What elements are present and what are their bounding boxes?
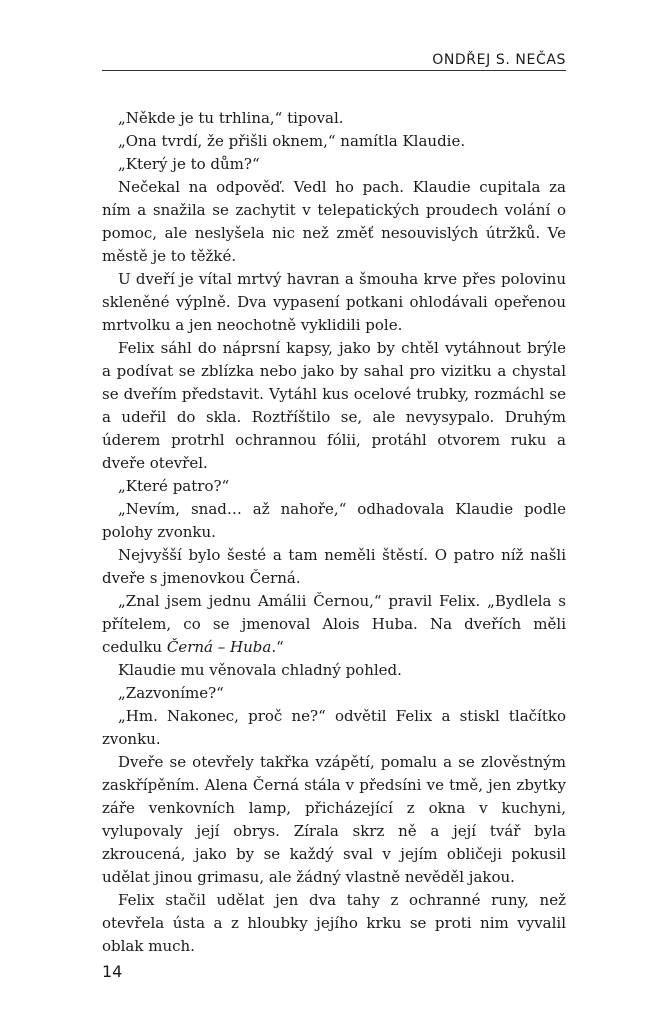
header-rule — [102, 70, 566, 71]
body-text — [102, 107, 566, 958]
paragraph: „Zazvoníme?“ — [118, 684, 224, 702]
paragraph: „Který je to dům?“ — [118, 155, 260, 173]
page-number: 14 — [102, 962, 123, 981]
paragraph: Felix sáhl do náprsní kapsy, jako by chtěl vytáhnout brýle a podívat se zblízka nebo jako by sahal pro vizitku a chystal se dveřím představit. Vytáhl kus ocelové trubky, rozmáchl se a udeřil do skla. Roztříštilo se, ale nevysypalo. Druhým úderem protrhl ochrannou fólii, protáhl otvorem ruku a dveře otevřel. — [102, 339, 566, 472]
paragraph: Dveře se otevřely takřka vzápětí, pomalu a se zlověstným zaskřípěním. Alena Černá stála v předsíni ve tmě, jen zbytky záře venkovních lamp, přicházející z okna v kuchyni, vylupovaly její obrys. Zírala skrz ně a její tvář byla zkroucená, jako by se každý sval v jejím obličeji pokusil udělat jinou grimasu, ale žádný vlastně nevěděl jakou. — [102, 753, 566, 886]
paragraph: „Nevím, snad… až nahoře,“ odhadovala Klaudie podle polohy zvonku. — [102, 500, 566, 541]
paragraph-amalie — [102, 590, 566, 659]
paragraph: „Hm. Nakonec, proč ne?“ odvětil Felix a stiskl tlačítko zvonku. — [102, 707, 566, 748]
paragraph: „Ona tvrdí, že přišli oknem,“ namítla Klaudie. — [118, 132, 466, 150]
paragraph: Nejvyšší bylo šesté a tam neměli štěstí. O patro níž našli dveře s jmenovkou Černá. — [102, 546, 566, 587]
paragraph: Klaudie mu věnovala chladný pohled. — [118, 661, 402, 679]
paragraph-italic-text: Černá – Huba — [166, 638, 272, 656]
paragraph: „Které patro?“ — [118, 477, 230, 495]
paragraph: Felix stačil udělat jen dva tahy z ochranné runy, než otevřela ústa a z hloubky jejího krku se proti nim vyvalil oblak much. — [102, 891, 566, 955]
paragraph: „Někde je tu trhlina,“ tipoval. — [118, 109, 344, 127]
paragraph-text: „Znal jsem jednu Amálii Černou,“ pravil Felix. „Bydlela s přítelem, co se jmenoval Alois Huba. Na dveřích měli cedulku — [102, 592, 566, 656]
paragraph: U dveří je vítal mrtvý havran a šmouha krve přes polovinu skleněné výplně. Dva vypasení potkani ohlodávali opeřenou mrtvolku a jen neochotně vyklidili pole. — [102, 270, 566, 334]
paragraph-text: .“ — [271, 638, 284, 656]
running-head: ONDŘEJ S. NEČAS — [432, 52, 566, 68]
paragraph: Nečekal na odpověď. Vedl ho pach. Klaudie cupitala za ním a snažila se zachytit v telepatických proudech volání o pomoc, ale neslyšela nic než změť nesouvislých útržků. Ve městě je to těžké. — [102, 178, 566, 265]
